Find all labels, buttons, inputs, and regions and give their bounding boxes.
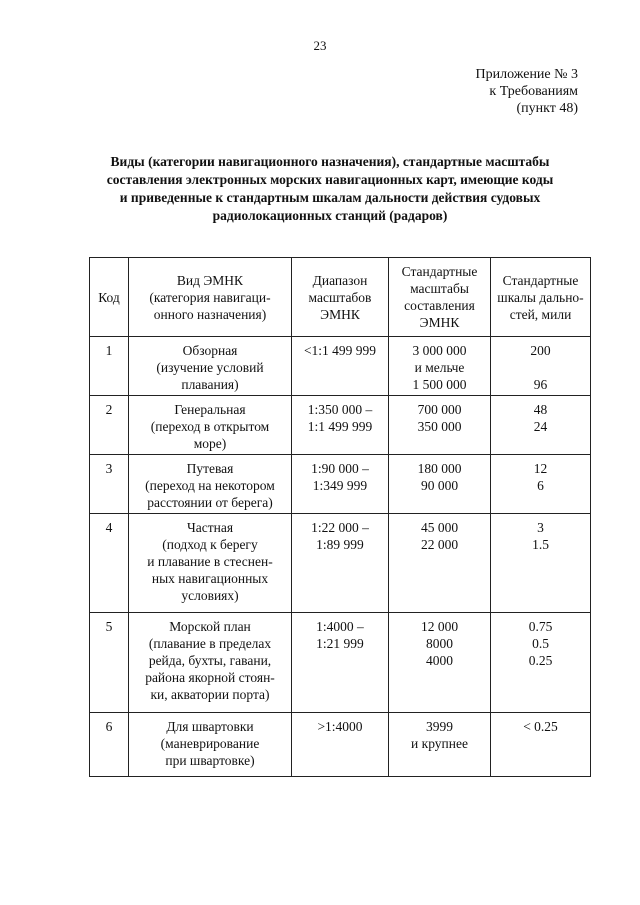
- cell-range-scales: [491, 514, 591, 613]
- appendix-line: к Требованиям: [489, 84, 578, 99]
- header-line: Код: [98, 289, 120, 305]
- cell-line: района якорной стоян-: [145, 670, 275, 685]
- cell-standard-scales: [389, 455, 491, 514]
- cell-scale-range: [292, 455, 389, 514]
- header-range: [292, 258, 389, 337]
- cell-line: 0.5: [532, 636, 549, 651]
- cell-standard-scales: [389, 713, 491, 777]
- cell-line: и плавание в стеснен-: [147, 554, 273, 569]
- cell-line: Генеральная: [174, 402, 246, 417]
- header-line: шкалы дально-: [497, 289, 584, 305]
- title-line: и приведенные к стандартным шкалам дальности действия судовых: [119, 190, 541, 205]
- cell-line: 0.25: [528, 653, 553, 668]
- cell-line: 200: [530, 343, 551, 358]
- cell-scale-range: [292, 514, 389, 613]
- cell-scale-range: [292, 337, 389, 396]
- cell-line: Путевая: [186, 461, 234, 476]
- cell-line: и крупнее: [411, 736, 468, 751]
- cell-line: 3: [105, 461, 113, 476]
- header-line: масштабы: [410, 281, 469, 296]
- cell-line: и мельче: [414, 360, 465, 375]
- title-line: Виды (категории навигационного назначения), стандартные масштабы: [110, 154, 550, 169]
- cell-line: (плавание в пределах: [148, 636, 272, 651]
- cell-code: [90, 455, 129, 514]
- cell-line: 1.5: [532, 537, 549, 552]
- cell-line: 1 500 000: [412, 377, 467, 392]
- header-line: стей, мили: [509, 306, 572, 322]
- header-line: масштабов: [308, 289, 372, 305]
- cell-line: 90 000: [420, 478, 459, 493]
- cell-scale-range: [292, 396, 389, 455]
- cell-range-scales: [491, 455, 591, 514]
- cell-enc-type: [129, 514, 292, 613]
- header-line: Диапазон: [312, 272, 368, 288]
- cell-line: 0.75: [528, 619, 553, 634]
- table-row: [90, 455, 591, 514]
- cell-line: 3999: [426, 719, 453, 734]
- cell-line: 1: [105, 343, 113, 358]
- table-row: [90, 337, 591, 396]
- cell-line: 1:349 999: [312, 478, 368, 493]
- cell-code: [90, 396, 129, 455]
- cell-enc-type: [129, 613, 292, 713]
- cell-line: 96: [533, 377, 548, 392]
- cell-line: при швартовке): [165, 753, 255, 768]
- appendix-line: (пункт 48): [516, 101, 578, 116]
- cell-line: 3 000 000: [412, 343, 467, 358]
- cell-enc-type: [129, 713, 292, 777]
- enc-types-table: [89, 257, 591, 777]
- cell-line: 1:90 000 –: [311, 461, 369, 476]
- cell-range-scales: [491, 337, 591, 396]
- page-number: 23: [313, 38, 327, 53]
- cell-line: <1:1 499 999: [303, 343, 377, 358]
- cell-line: ки, акватории порта): [150, 687, 270, 702]
- cell-code: [90, 613, 129, 713]
- cell-line: (подход к берегу: [162, 537, 258, 552]
- cell-line: 12 000: [420, 619, 459, 634]
- header-line: ЭМНК: [320, 306, 360, 322]
- cell-line: 24: [533, 419, 548, 434]
- title-line: радиолокационных станций (радаров): [212, 208, 448, 223]
- cell-line: плавания): [181, 377, 239, 392]
- cell-standard-scales: [389, 613, 491, 713]
- cell-scale-range: [292, 713, 389, 777]
- header-line: ЭМНК: [419, 315, 460, 330]
- cell-line: 700 000: [417, 402, 462, 417]
- document-title: [70, 153, 590, 225]
- cell-code: [90, 337, 129, 396]
- cell-enc-type: [129, 455, 292, 514]
- header-line: онного назначения): [153, 306, 267, 322]
- table-header-row: [90, 258, 591, 337]
- cell-line: (маневрирование: [160, 736, 260, 751]
- cell-line: 6: [537, 478, 544, 493]
- cell-line: 5: [105, 619, 113, 634]
- cell-line: < 0.25: [523, 719, 558, 734]
- table-row: [90, 396, 591, 455]
- table-row: [90, 713, 591, 777]
- header-line: Стандартные: [502, 272, 579, 288]
- header-type: [129, 258, 292, 337]
- cell-scale-range: [292, 613, 389, 713]
- cell-line: 8000: [426, 636, 453, 651]
- header-line: Вид ЭМНК: [176, 272, 244, 288]
- cell-line: 1:350 000 –: [307, 402, 373, 417]
- cell-line: 22 000: [420, 537, 459, 552]
- cell-line: 350 000: [417, 419, 462, 434]
- table-row: [90, 514, 591, 613]
- cell-line: 1:21 999: [316, 636, 364, 651]
- cell-line: расстоянии от берега): [147, 495, 273, 510]
- cell-line: >1:4000: [317, 719, 363, 734]
- cell-line: 48: [533, 402, 548, 417]
- cell-line: 1:1 499 999: [307, 419, 373, 434]
- cell-enc-type: [129, 337, 292, 396]
- cell-line: 1:89 999: [316, 537, 364, 552]
- cell-line: 4000: [426, 653, 453, 668]
- cell-line: (изучение условий: [156, 360, 264, 375]
- header-code: [90, 258, 129, 337]
- cell-line: 45 000: [420, 520, 459, 535]
- header-line: (категория навигаци-: [149, 289, 271, 305]
- cell-line: Обзорная: [182, 343, 238, 358]
- cell-line: [491, 359, 590, 376]
- cell-line: 3: [537, 520, 544, 535]
- cell-line: 4: [105, 520, 113, 535]
- table-row: [90, 613, 591, 713]
- cell-code: [90, 713, 129, 777]
- header-scales: [389, 258, 491, 337]
- appendix-line: Приложение № 3: [475, 67, 578, 82]
- cell-standard-scales: [389, 514, 491, 613]
- cell-standard-scales: [389, 337, 491, 396]
- header-ranges: [491, 258, 591, 337]
- appendix-reference: [476, 66, 579, 117]
- cell-line: Для швартовки: [166, 719, 254, 734]
- cell-line: Морской план: [169, 619, 251, 634]
- header-line: составления: [404, 298, 475, 313]
- cell-line: 2: [105, 402, 113, 417]
- cell-code: [90, 514, 129, 613]
- table-body: [90, 337, 591, 777]
- cell-range-scales: [491, 613, 591, 713]
- cell-range-scales: [491, 713, 591, 777]
- cell-line: 6: [105, 719, 113, 734]
- cell-line: условиях): [181, 588, 239, 603]
- cell-line: 1:22 000 –: [311, 520, 369, 535]
- cell-line: (переход в открытом: [150, 419, 270, 434]
- cell-line: рейда, бухты, гавани,: [148, 653, 272, 668]
- cell-line: 12: [533, 461, 548, 476]
- cell-standard-scales: [389, 396, 491, 455]
- cell-line: море): [193, 436, 227, 451]
- cell-line: ных навигационных: [151, 571, 269, 586]
- cell-range-scales: [491, 396, 591, 455]
- title-line: составления электронных морских навигационных карт, имеющие коды: [106, 172, 554, 187]
- cell-line: Частная: [186, 520, 234, 535]
- cell-line: 1:4000 –: [316, 619, 364, 634]
- cell-line: (переход на некотором: [145, 478, 275, 493]
- header-line: Стандартные: [401, 264, 478, 279]
- cell-enc-type: [129, 396, 292, 455]
- cell-line: 180 000: [417, 461, 462, 476]
